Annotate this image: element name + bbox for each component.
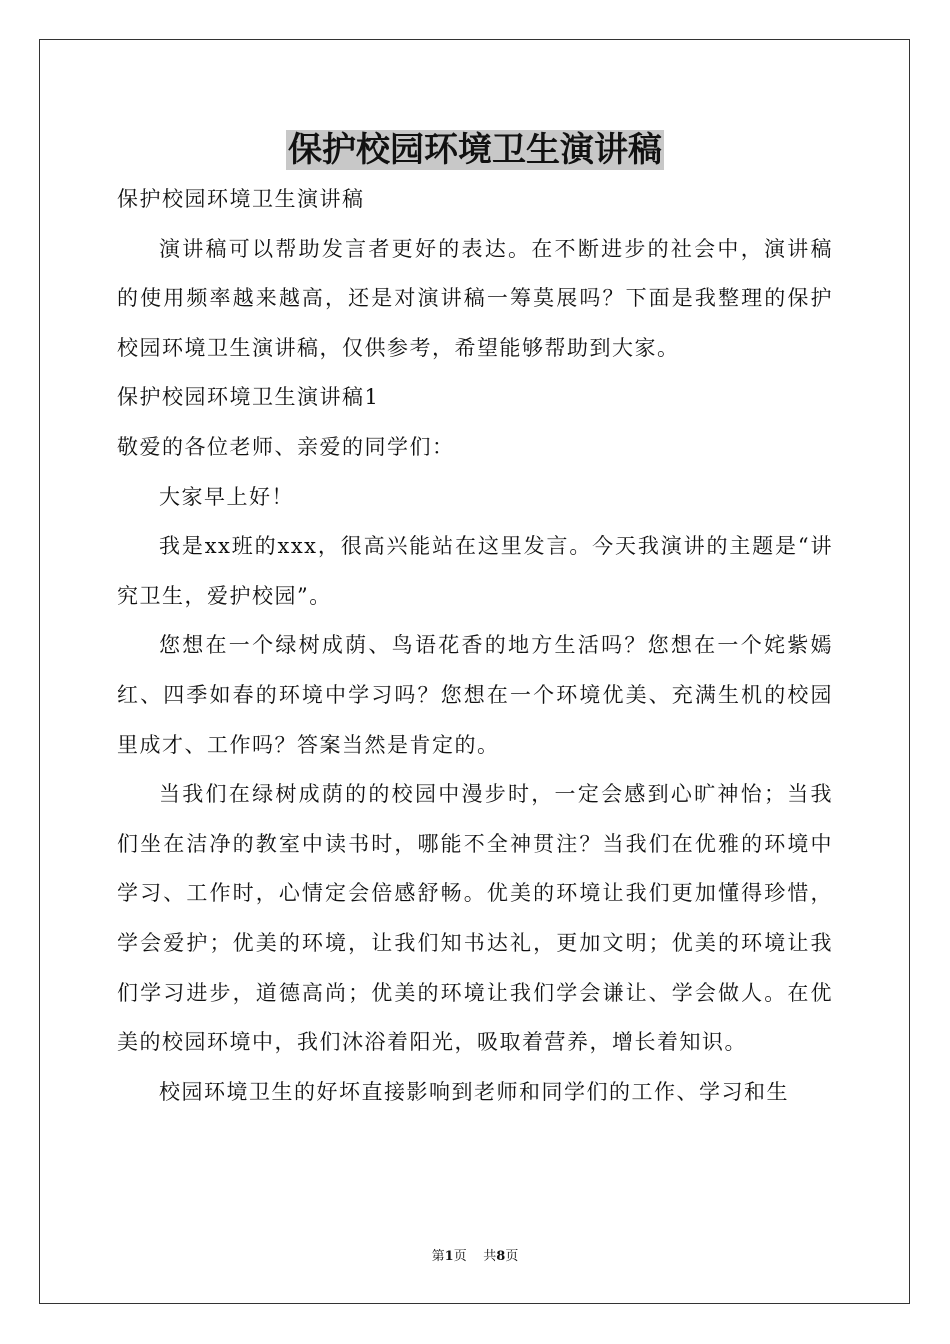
footer-total-suffix: 页 bbox=[505, 1249, 519, 1264]
paragraph-self-intro: 我是xx班的xxx，很高兴能站在这里发言。今天我演讲的主题是“讲究卫生，爱护校园”。 bbox=[117, 534, 833, 608]
page-footer bbox=[0, 1248, 950, 1266]
paragraph-intro: 演讲稿可以帮助发言者更好的表达。在不断进步的社会中，演讲稿的使用频率越来越高，还是对演讲稿一筹莫展吗？下面是我整理的保护校园环境卫生演讲稿，仅供参考，希望能够帮助到大家。 bbox=[117, 236, 833, 360]
document-body bbox=[117, 175, 833, 1117]
paragraph-section-heading: 保护校园环境卫生演讲稿1 bbox=[117, 385, 380, 410]
footer-page-word: 页 bbox=[453, 1249, 467, 1264]
paragraph-environment: 当我们在绿树成荫的的校园中漫步时，一定会感到心旷神怡；当我们坐在洁净的教室中读书时，哪能不全神贯注？当我们在优雅的环境中学习、工作时，心情定会倍感舒畅。优美的环境让我们更加懂得珍惜，学会爱护；优美的环境，让我们知书达礼，更加文明；优美的环境让我们学习进步，道德高尚；优美的环境让我们学会谦让、学会做人。在优美的校园环境中，我们沐浴着阳光，吸取着营养，增长着知识。 bbox=[117, 782, 833, 1055]
paragraph-subtitle: 保护校园环境卫生演讲稿 bbox=[117, 187, 365, 211]
footer-total-pages: 8 bbox=[496, 1249, 506, 1264]
paragraph-impact: 校园环境卫生的好坏直接影响到老师和同学们的工作、学习和生 bbox=[159, 1079, 789, 1104]
footer-current-page: 1 bbox=[444, 1249, 454, 1264]
paragraph-greeting: 大家早上好！ bbox=[159, 484, 294, 509]
paragraph-salutation: 敬爱的各位老师、亲爱的同学们： bbox=[117, 434, 455, 459]
footer-prefix: 第 bbox=[431, 1249, 445, 1264]
document-title-text: 保护校园环境卫生演讲稿 bbox=[288, 130, 662, 170]
document-title bbox=[0, 124, 950, 176]
paragraph-questions: 您想在一个绿树成荫、鸟语花香的地方生活吗？您想在一个姹紫嫣红、四季如春的环境中学习吗？您想在一个环境优美、充满生机的校园里成才、工作吗？答案当然是肯定的。 bbox=[117, 633, 833, 757]
footer-total-prefix: 共 bbox=[483, 1249, 497, 1264]
